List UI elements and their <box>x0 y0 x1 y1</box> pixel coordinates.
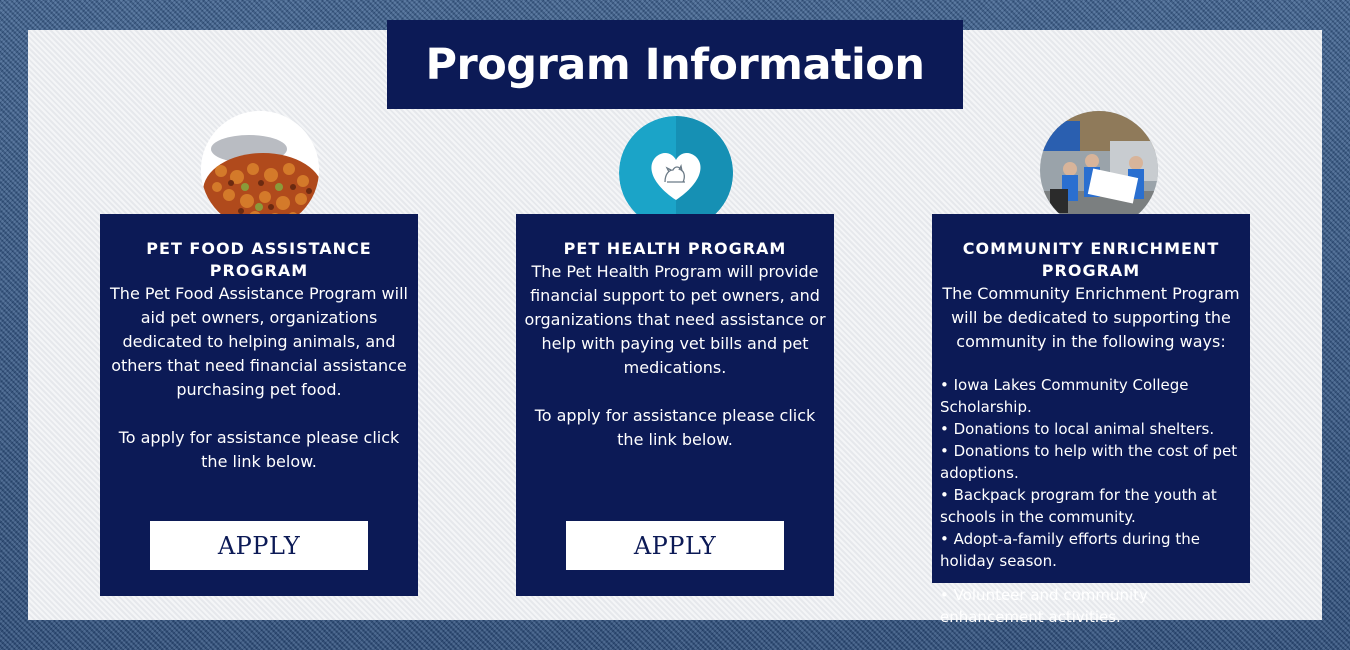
list-item: • Backpack program for the youth at schools in the community. <box>940 486 1217 526</box>
list-item: • Iowa Lakes Community College Scholarship. <box>940 376 1189 416</box>
card-heading: PET HEALTH PROGRAM <box>563 239 787 258</box>
apply-button[interactable] <box>150 521 368 570</box>
bullet-list <box>932 374 1250 572</box>
apply-button[interactable] <box>566 521 784 570</box>
list-item: • Adopt-a-family efforts during the holiday season. <box>940 530 1200 570</box>
card-heading: PET FOOD ASSISTANCE PROGRAM <box>146 239 372 280</box>
card-cta-text: To apply for assistance please click the link below. <box>118 428 400 471</box>
heart-icon <box>619 116 733 230</box>
apply-button-label: APPLY <box>217 531 301 560</box>
apply-button-label: APPLY <box>633 531 717 560</box>
card-cta-text: To apply for assistance please click the link below. <box>534 406 816 449</box>
card-description: The Community Enrichment Program will be dedicated to supporting the community in the following ways: <box>942 284 1240 351</box>
overflow-bullet-text: • Volunteer and community enhancement activities. <box>940 586 1148 626</box>
page-title: Program Information <box>425 39 925 90</box>
community-photo-icon <box>1040 111 1158 229</box>
card-description: The Pet Food Assistance Program will aid pet owners, organizations dedicated to helping animals, and others that need financial assistance purchasing pet food. <box>110 284 408 399</box>
card-heading: COMMUNITY ENRICHMENT PROGRAM <box>962 239 1220 280</box>
pet-food-kibble-photo <box>201 111 319 229</box>
kibble-icon <box>201 111 319 229</box>
card-description: The Pet Health Program will provide financial support to pet owners, and organizations that need assistance or help with paying vet bills and pet medications. <box>524 262 826 377</box>
pet-food-card <box>100 214 418 596</box>
community-enrichment-card <box>932 214 1250 583</box>
list-item: • Donations to local animal shelters. <box>940 420 1215 438</box>
list-item: • Donations to help with the cost of pet adoptions. <box>940 442 1238 482</box>
pet-health-card <box>516 214 834 596</box>
community-check-presentation-photo <box>1040 111 1158 229</box>
title-banner <box>387 20 963 109</box>
heart-pet-icon <box>619 116 733 230</box>
